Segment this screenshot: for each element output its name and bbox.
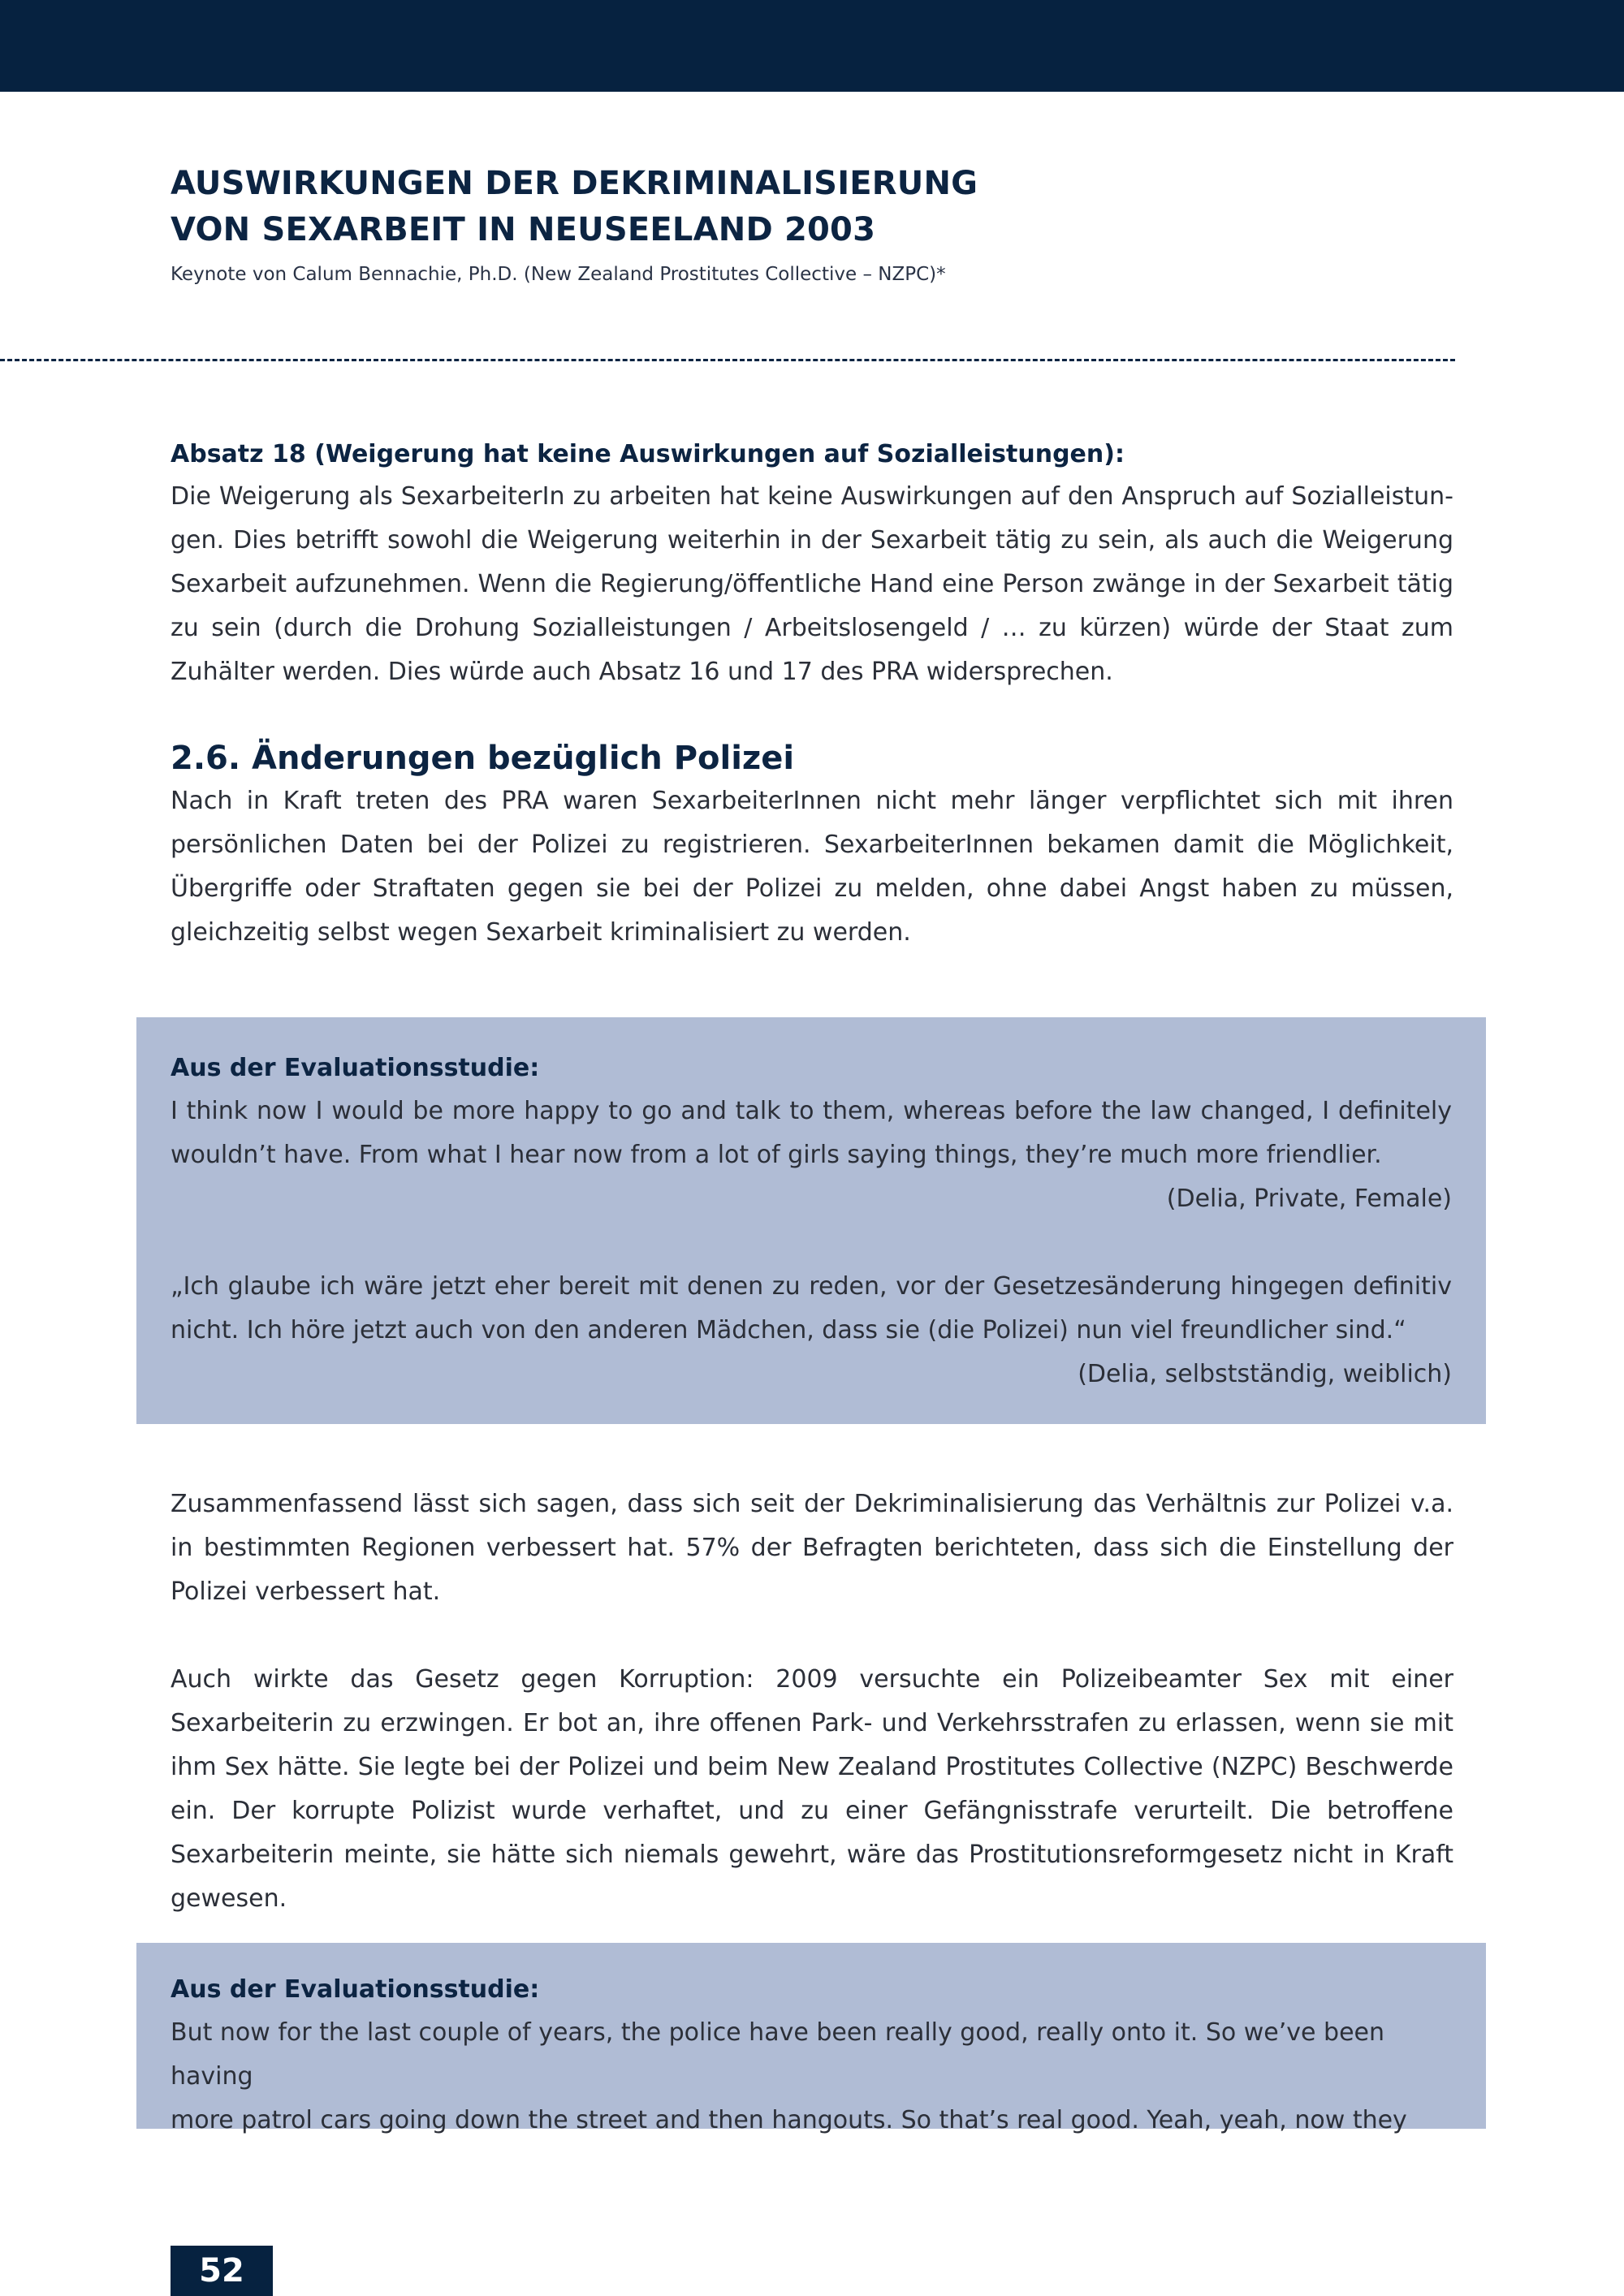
police-section bbox=[171, 737, 1453, 955]
page-subtitle: Keynote von Calum Bennachie, Ph.D. (New Zealand Prostitutes Collective – NZPC)* bbox=[171, 264, 946, 285]
dashed-divider bbox=[0, 359, 1455, 361]
absatz-18-section bbox=[171, 434, 1453, 694]
quote-box-lead: Aus der Evaluationsstudie: bbox=[171, 1975, 540, 2004]
summary-paragraph-2: Auch wirkte das Gesetz gegen Korruption: 2009 versuchte ein Polizeibeamter Sex mit einer Sexarbeiterin zu erzwingen. Er bot an, ihre offenen Park- und Verkehrsstrafen zu erlassen, wenn sie mit ihm Sex hätte. Sie legte bei der Polizei und beim New Zealand Prostitutes Collective (NZPC) Beschwerde ein. Der korrupte Polizist wurde verhaftet, und zu einer Gefängnisstrafe verurteilt. Die betroffene Sexarbeiterin meinte, sie hätte sich niemals gewehrt, wäre das Prostitutionsreformgesetz nicht in Kraft gewesen. bbox=[171, 1665, 1453, 1913]
quote-line-2: more patrol cars going down the street and then hangouts. So that’s real good. Yeah, yeah, now they bbox=[171, 2106, 1407, 2134]
summary-section bbox=[171, 1482, 1453, 1921]
top-banner bbox=[0, 0, 1624, 92]
absatz-18-text: Die Weigerung als SexarbeiterIn zu arbeiten hat keine Auswirkungen auf den Anspruch auf Sozialleistungen. Dies betrifft sowohl die Weigerung weiterhin in der Sexarbeit tätig zu sein, als auch die Weigerung Sexarbeit aufzunehmen. Wenn die Regierung/öffentliche Hand eine Person zwänge in der Sexarbeit tätig zu sein (durch die Drohung Sozialleistungen / Arbeitslosengeld / … zu kürzen) würde der Staat zum Zuhälter werden. Dies würde auch Absatz 16 und 17 des PRA widersprechen. bbox=[171, 482, 1453, 686]
page-title bbox=[171, 161, 1470, 253]
summary-paragraph-1: Zusammenfassend lässt sich sagen, dass sich seit der Dekriminalisierung das Verhältnis zur Polizei v.a. in bestimmten Regionen verbessert hat. 57% der Befragten berichteten, dass sich die Einstellung der Polizei verbessert hat. bbox=[171, 1490, 1453, 1606]
section-heading: 2.6. Änderungen bezüglich Polizei bbox=[171, 740, 795, 777]
page-number: 52 bbox=[171, 2246, 273, 2296]
quote-english-attribution: (Delia, Private, Female) bbox=[1166, 1185, 1452, 1213]
quote-english: I think now I would be more happy to go and talk to them, whereas before the law changed, I definitely wouldn’t have. From what I hear now from a lot of girls saying things, they’re much more friendlier. bbox=[171, 1097, 1452, 1169]
quote-german: „Ich glaube ich wäre jetzt eher bereit mit denen zu reden, vor der Gesetzesänderung hingegen definitiv nicht. Ich höre jetzt auch von den anderen Mädchen, dass sie (die Polizei) nun viel freundlicher sind.“ bbox=[171, 1272, 1452, 1344]
title-line-1: AUSWIRKUNGEN DER DEKRIMINALISIERUNG bbox=[171, 165, 978, 202]
title-line-2: VON SEXARBEIT IN NEUSEELAND 2003 bbox=[171, 211, 876, 248]
police-section-text: Nach in Kraft treten des PRA waren SexarbeiterInnen nicht mehr länger verpflichtet sich mit ihren persönlichen Daten bei der Polizei zu registrieren. SexarbeiterInnen bekamen damit die Möglichkeit, Übergriffe oder Straftaten gegen sie bei der Polizei zu melden, ohne dabei Angst haben zu müssen, gleichzeitig selbst wegen Sexarbeit kriminalisiert zu werden. bbox=[171, 787, 1453, 947]
quote-box-lead: Aus der Evaluationsstudie: bbox=[171, 1054, 540, 1082]
evaluation-quote-box-2 bbox=[136, 1943, 1486, 2134]
quote-german-attribution: (Delia, selbstständig, weiblich) bbox=[1078, 1360, 1452, 1388]
evaluation-quote-box-1 bbox=[136, 1017, 1486, 1424]
absatz-18-lead: Absatz 18 (Weigerung hat keine Auswirkungen auf Sozialleistungen): bbox=[171, 440, 1125, 468]
page-header bbox=[171, 161, 1470, 287]
quote-line-1: But now for the last couple of years, the police have been really good, really onto it. So we’ve been having bbox=[171, 2018, 1385, 2091]
